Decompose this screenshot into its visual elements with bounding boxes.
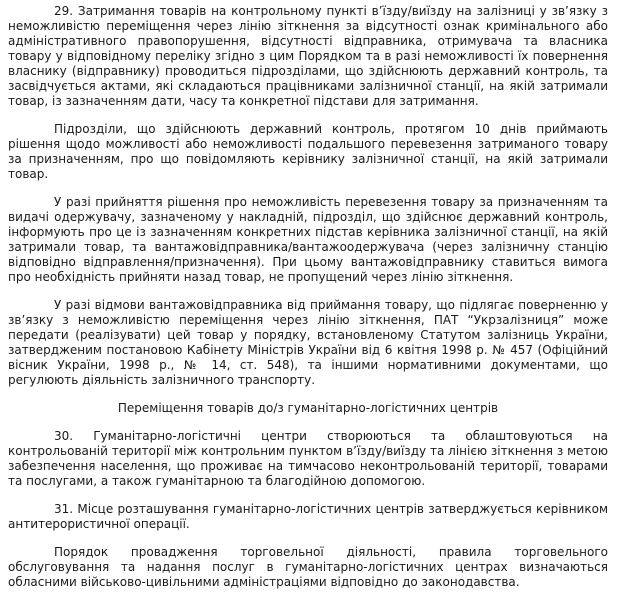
paragraph-trade-procedure: Порядок провадження торговельної діяльності, правила торговельного обслуговування та надання послуг в гуманітарно-логістичних центрах визначаються обласними військово-цивільними адміністраціями відповідно до законодавства. xyxy=(8,545,608,589)
document-body xyxy=(8,4,608,603)
section-heading: Переміщення товарів до/з гуманітарно-логістичних центрів xyxy=(117,401,499,415)
paragraph-29: 29. Затримання товарів на контрольному пункті в’їзду/виїзду на залізниці у зв’язку з неможливістю переміщення через лінію зіткнення за відсутності ознак кримінального або адміністративного правопорушення, відсутності відправника, отримувача та власника товару у відповідному переліку згідно з цим Порядком та в разі неможливості їх повернення власнику (відправнику) проводиться підрозділами, що здійснюють державний контроль, та засвідчується актами, які складаються працівниками залізничної станції, на якій затримали товар, із зазначенням дати, часу та конкретної підстави для затримання. xyxy=(8,4,608,108)
paragraph-decision-timeframe: Підрозділи, що здійснюють державний контроль, протягом 10 днів приймають рішення щодо можливості або неможливості подальшого перевезення затриманого товару за призначенням, про що повідомляють керівнику залізничної станції, на якій затримали товар. xyxy=(8,122,608,181)
paragraph-shipper-refusal: У разі відмови вантажовідправника від приймання товару, що підлягає поверненню у зв’язку з неможливістю переміщення через лінію зіткнення, ПАТ “Укрзалізниця” може передати (реалізувати) цей товар у порядку, встановленому Статутом залізниць України, затвердженим постановою Кабінету Міністрів України від 6 квітня 1998 р. № 457 (Офіційний вісник України, 1998 р., № 14, ст. 548), та іншими нормативними документами, що регулюють діяльність залізничного транспорту. xyxy=(8,298,608,387)
paragraph-transport-refusal: У разі прийняття рішення про неможливість перевезення товару за призначенням та видачі одержувачу, зазначеному у накладній, підрозділ, що здійснює державний контроль, інформують про це із зазначенням конкретних підстав керівника залізничної станції, на якій затримали товар, та вантажовідправника/вантажоодержувача (через залізничну станцію відповідно відправлення/призначення). При цьому вантажовідправнику ставиться вимога про необхідність прийняти назад товар, не пропущений через лінію зіткнення. xyxy=(8,195,608,284)
paragraph-31: 31. Місце розташування гуманітарно-логістичних центрів затверджується керівником антитерористичної операції. xyxy=(8,502,608,531)
paragraph-30: 30. Гуманітарно-логістичні центри створюються та облаштовуються на контрольованій території між контрольним пунктом в’їзду/виїзду та лінією зіткнення з метою забезпечення населення, що проживає на тимчасово неконтрольованій території, товарами та послугами, а також гуманітарною та благодійною допомогою. xyxy=(8,429,608,488)
